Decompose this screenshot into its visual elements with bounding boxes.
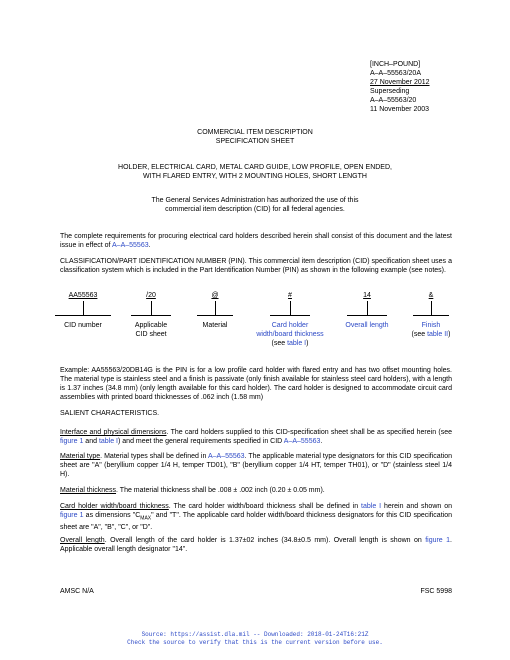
salient-heading: SALIENT CHARACTERISTICS. (60, 410, 160, 417)
pin-connector (367, 301, 368, 315)
source-line-2: Check the source to verify that this is the current version before use. (127, 639, 383, 646)
card-holder-heading: Card holder width/board thickness (60, 503, 169, 510)
pin-label-line: width/board thickness (256, 331, 324, 338)
header-doc-number: A–A–55563/20A (370, 70, 421, 77)
pin-label-material: Material (202, 322, 228, 329)
pin-base-line (270, 315, 310, 316)
paragraph-text: ) and meet the general requirements specified in CID (118, 438, 284, 445)
pin-connector (431, 301, 432, 315)
overall-length-heading: Overall length (60, 537, 105, 544)
pin-code-text: /20 (146, 292, 156, 299)
pin-connector (83, 301, 84, 315)
pin-base-line (413, 315, 449, 316)
cid-link[interactable]: A–A–55563 (283, 438, 321, 445)
material-thickness-heading: Material thickness (60, 487, 117, 494)
paragraph-text: as dimensions "C (83, 512, 141, 519)
pin-code-material (205, 291, 225, 300)
gsa-line-1: The General Services Administration has authorized the use of this (151, 197, 359, 204)
cid-link[interactable]: A–A–55563 (207, 453, 245, 460)
paragraph-text: and (83, 438, 99, 445)
header-superseded-number: A–A–55563/20 (370, 97, 417, 104)
intro-link[interactable]: A–A–55563 (112, 242, 149, 249)
pin-code-cid (63, 291, 103, 300)
pin-base-line (197, 315, 233, 316)
paragraph-text: . The material thickness shall be .008 ± .002 inch (0.20 ± 0.05 mm). (116, 487, 325, 494)
interface-paragraph (60, 428, 452, 446)
pin-connector (151, 301, 152, 315)
pin-label-finish (396, 321, 466, 339)
pin-code-length (357, 291, 377, 300)
pin-label-close: ) (448, 331, 451, 338)
table-i-link[interactable]: table I (98, 438, 119, 445)
figure-1-link[interactable]: figure 1 (60, 512, 84, 519)
figure-1-link[interactable]: figure 1 (425, 537, 451, 544)
pin-label-see: (see (271, 340, 288, 347)
pin-base-line (55, 315, 111, 316)
pin-label-cid-number: CID number (64, 322, 102, 329)
table-i-link[interactable]: table I (361, 503, 382, 510)
paragraph-text: herein and shown on (381, 503, 452, 510)
pin-label-line: Finish (421, 322, 441, 329)
header-standard: [INCH–POUND] (370, 61, 421, 68)
document-subtitle (0, 163, 510, 181)
pin-label-see: (see (411, 331, 428, 338)
pin-label-line: CID sheet (135, 331, 167, 338)
card-holder-paragraph (60, 502, 452, 532)
paragraph-text: " and "T". The applicable card holder width/board thickness designators for this CID specification sheet are "A", "B", "C", or "D". (60, 512, 452, 532)
paragraph-text: . (320, 438, 323, 445)
table-i-link[interactable]: table I (287, 340, 307, 347)
pin-label-line: Applicable (134, 322, 168, 329)
pin-code-text: @ (211, 292, 219, 299)
figure-1-link[interactable]: figure 1 (60, 438, 84, 445)
document-header (370, 60, 430, 114)
header-superseding: Superseding (370, 88, 410, 95)
document-title (0, 128, 510, 146)
paragraph-text: . Overall length of the card holder is 1.37±02 inches (34.8±0.5 mm). Overall length is shown on (104, 537, 426, 544)
gsa-statement (0, 196, 510, 214)
pin-connector (215, 301, 216, 315)
pin-code-card-holder (280, 291, 300, 300)
paragraph-text: . Material types shall be defined in (100, 453, 208, 460)
pin-label-close: ) (306, 340, 309, 347)
title-line-2: SPECIFICATION SHEET (215, 138, 295, 145)
pin-code-text: 14 (363, 292, 371, 299)
gsa-line-2: commercial item description (CID) for all federal agencies. (165, 206, 345, 213)
pin-code-text: # (288, 292, 292, 299)
pin-base-line (347, 315, 387, 316)
header-date: 27 November 2012 (370, 79, 430, 86)
pin-code-text: AA55563 (68, 292, 98, 299)
pin-base-line (131, 315, 171, 316)
subtitle-line-2: WITH FLARED ENTRY, WITH 2 MOUNTING HOLES, SHORT LENGTH (143, 173, 367, 180)
header-superseded-date: 11 November 2003 (370, 106, 430, 113)
paragraph-text: . The applicable material type designators for this CID specification sheet are "A" (beryllium copper 1/4 H, temper TD01), "B" (beryllium copper 1/4 HT, temper TH01), or "D" (stainless steel 1/4 H). (60, 453, 452, 478)
overall-length-paragraph (60, 536, 452, 554)
title-line-1: COMMERCIAL ITEM DESCRIPTION (197, 129, 313, 136)
material-type-paragraph (60, 452, 452, 479)
pin-label-line: Card holder (271, 322, 309, 329)
intro-text: The complete requirements for procuring electrical card holders described herein shall consist of this document and the latest issue in effect of (60, 233, 452, 249)
paragraph-text: . Applicable overall length designator "14". (60, 537, 452, 553)
source-notice (0, 631, 510, 647)
footer-amsc: AMSC N/A (60, 588, 94, 595)
example-paragraph: Example: AA55563/20DB14G is the PIN is for a low profile card holder with flared entry and has two offset mounting holes. The material type is stainless steel and a finish is passivate (only finish available for stainless steel card holders), with a length is 1.37 inches (34.8 mm) (only length available for this card holder). The card holder is designed to accommodate circuit card assemblies with printed board thicknesses of .062 inch (1.58 mm) (60, 367, 452, 401)
subscript-max: MAX (140, 515, 152, 522)
material-type-heading: Material type (60, 453, 101, 460)
pin-diagram (0, 291, 510, 361)
footer-fsc: FSC 5998 (420, 588, 452, 595)
subtitle-line-1: HOLDER, ELECTRICAL CARD, METAL CARD GUIDE, LOW PROFILE, OPEN ENDED, (118, 164, 392, 171)
intro-end: . (148, 242, 151, 249)
pin-label-overall-length: Overall length (345, 322, 389, 329)
pin-code-finish (421, 291, 441, 300)
material-thickness-paragraph (60, 486, 452, 495)
interface-heading: Interface and physical dimensions (60, 429, 167, 436)
paragraph-text: . The card holder width/board thickness shall be defined in (168, 503, 362, 510)
table-ii-link[interactable]: table II (427, 331, 449, 338)
source-line-1: Source: https://assist.dla.mil -- Downloaded: 2018-01-24T16:21Z (141, 631, 369, 638)
intro-paragraph (60, 232, 452, 250)
pin-code-text: & (428, 292, 434, 299)
pin-label-card-holder (240, 321, 340, 348)
classification-paragraph: CLASSIFICATION/PART IDENTIFICATION NUMBER (PIN). This commercial item description (CID) specification sheet uses a classification system which is included in the Part Identification Number (PIN) as shown in the following example (see notes). (60, 258, 452, 274)
pin-code-sheet (141, 291, 161, 300)
paragraph-text: . The card holders supplied to this CID-specification sheet shall be as specified herein (see (166, 429, 452, 436)
pin-connector (290, 301, 291, 315)
